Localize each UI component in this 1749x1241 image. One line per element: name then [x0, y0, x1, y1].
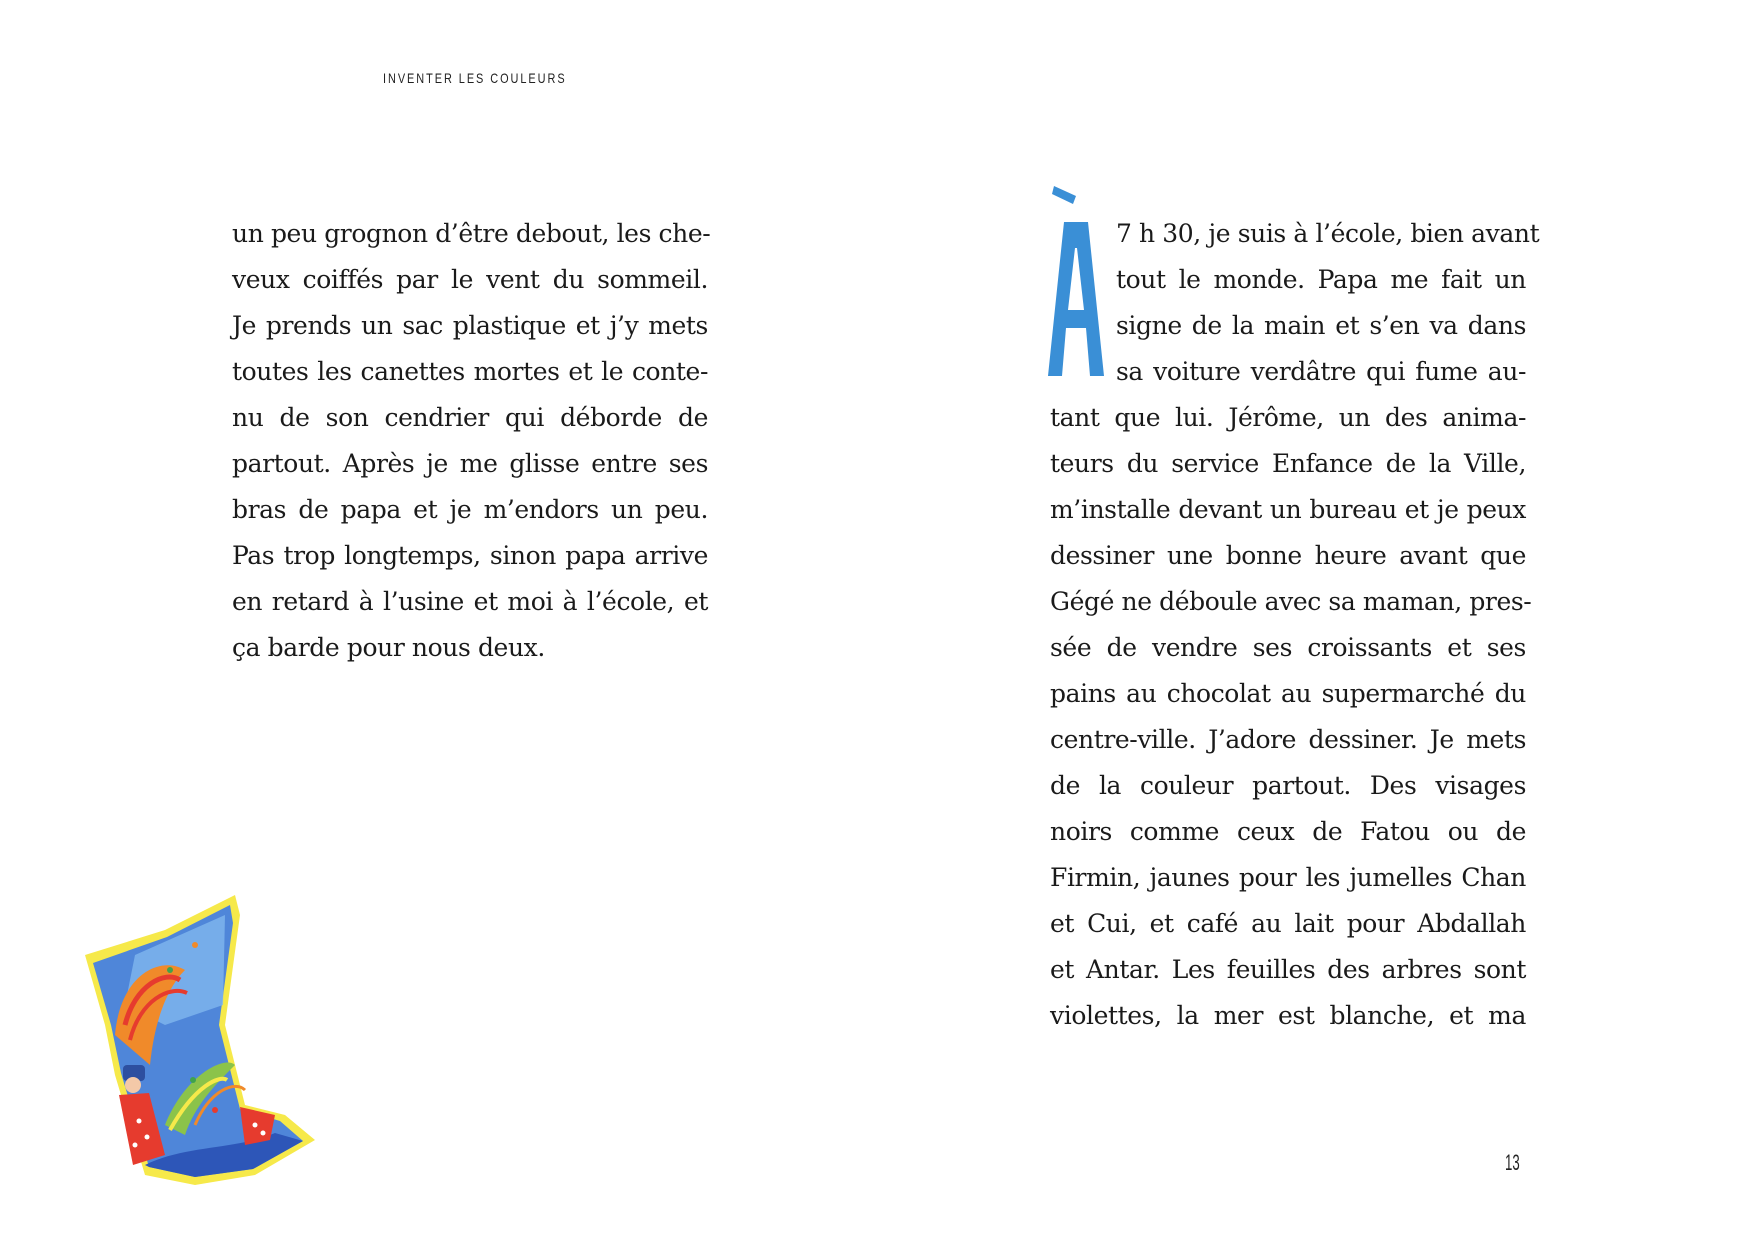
text-line: en retard à l’usine et moi à l’école, et [232, 587, 708, 616]
text-line: toutes les canettes mortes et le conte- [232, 357, 708, 386]
text-line: violettes, la mer est blanche, et ma [1050, 1001, 1526, 1030]
text-line: partout. Après je me glisse entre ses [232, 449, 708, 478]
text-line: veux coiffés par le vent du sommeil. [232, 265, 708, 294]
text-line: ça barde pour nous deux. [232, 633, 545, 662]
text-line: de la couleur partout. Des visages [1050, 771, 1526, 800]
text-line: noirs comme ceux de Fatou ou de [1050, 817, 1526, 846]
text-line: 7 h 30, je suis à l’école, bien avant [1116, 219, 1540, 248]
text-line: pains au chocolat au supermarché du [1050, 679, 1526, 708]
text-line: centre-ville. J’adore dessiner. Je mets [1050, 725, 1526, 754]
text-line: sée de vendre ses croissants et ses [1050, 633, 1526, 662]
text-line: nu de son cendrier qui déborde de [232, 403, 708, 432]
text-line: Je prends un sac plastique et j’y mets [232, 311, 708, 340]
text-line: Gégé ne déboule avec sa maman, pres- [1050, 587, 1532, 616]
text-line: teurs du service Enfance de la Ville, [1050, 449, 1526, 478]
text-line: signe de la main et s’en va dans [1116, 311, 1526, 340]
right-column-text [1050, 211, 1540, 1039]
text-line: Pas trop longtemps, sinon papa arrive [232, 541, 708, 570]
running-head: INVENTER LES COULEURS [383, 70, 567, 86]
text-line: dessiner une bonne heure avant que [1050, 541, 1526, 570]
text-line: un peu grognon d’être debout, les che- [232, 219, 711, 248]
text-line: Firmin, jaunes pour les jumelles Chan [1050, 863, 1526, 892]
text-line: tant que lui. Jérôme, un des anima- [1050, 403, 1526, 432]
text-line: et Cui, et café au lait pour Abdallah [1050, 909, 1526, 938]
text-line: et Antar. Les feuilles des arbres sont [1050, 955, 1526, 984]
left-column-text [232, 211, 711, 671]
text-line: sa voiture verdâtre qui fume au- [1116, 357, 1526, 386]
colorful-illustration [75, 875, 325, 1195]
text-line: tout le monde. Papa me fait un [1116, 265, 1526, 294]
page-number: 13 [1505, 1150, 1520, 1175]
text-line: m’installe devant un bureau et je peux [1050, 495, 1526, 524]
text-line: bras de papa et je m’endors un peu. [232, 495, 708, 524]
